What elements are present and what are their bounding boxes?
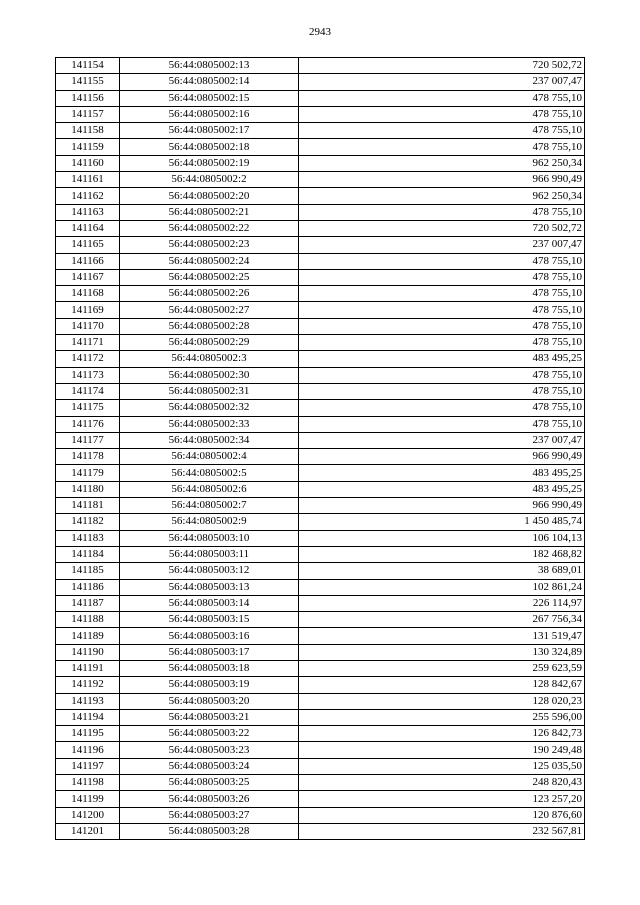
cadastral-value-cell: 237 007,47: [299, 74, 585, 90]
table-row: [56, 677, 585, 693]
table-body: [56, 58, 585, 840]
table-row: [56, 74, 585, 90]
table-row: [56, 172, 585, 188]
row-number-cell: 141159: [56, 139, 120, 155]
cadastral-number-cell: 56:44:0805002:27: [120, 302, 299, 318]
cadastral-value-cell: 483 495,25: [299, 351, 585, 367]
cadastral-value-cell: 962 250,34: [299, 188, 585, 204]
table-row: [56, 335, 585, 351]
row-number-cell: 141179: [56, 465, 120, 481]
row-number-cell: 141190: [56, 644, 120, 660]
cadastral-number-cell: 56:44:0805002:23: [120, 237, 299, 253]
cadastral-value-cell: 182 468,82: [299, 546, 585, 562]
cadastral-number-cell: 56:44:0805002:14: [120, 74, 299, 90]
cadastral-number-cell: 56:44:0805003:19: [120, 677, 299, 693]
row-number-cell: 141168: [56, 286, 120, 302]
cadastral-number-cell: 56:44:0805002:32: [120, 400, 299, 416]
cadastral-value-cell: 478 755,10: [299, 400, 585, 416]
table-row: [56, 155, 585, 171]
cadastral-number-cell: 56:44:0805002:31: [120, 383, 299, 399]
table-row: [56, 318, 585, 334]
cadastral-value-cell: 131 519,47: [299, 628, 585, 644]
cadastral-value-cell: 478 755,10: [299, 383, 585, 399]
cadastral-number-cell: 56:44:0805003:10: [120, 530, 299, 546]
cadastral-number-cell: 56:44:0805002:3: [120, 351, 299, 367]
row-number-cell: 141187: [56, 595, 120, 611]
cadastral-value-cell: 720 502,72: [299, 58, 585, 74]
table-row: [56, 758, 585, 774]
row-number-cell: 141186: [56, 579, 120, 595]
cadastral-number-cell: 56:44:0805002:4: [120, 449, 299, 465]
table-row: [56, 791, 585, 807]
table-row: [56, 237, 585, 253]
table-row: [56, 400, 585, 416]
row-number-cell: 141177: [56, 432, 120, 448]
cadastral-number-cell: 56:44:0805002:17: [120, 123, 299, 139]
cadastral-value-cell: 259 623,59: [299, 660, 585, 676]
cadastral-number-cell: 56:44:0805002:30: [120, 367, 299, 383]
row-number-cell: 141154: [56, 58, 120, 74]
cadastral-number-cell: 56:44:0805002:9: [120, 514, 299, 530]
cadastral-number-cell: 56:44:0805002:34: [120, 432, 299, 448]
cadastral-number-cell: 56:44:0805002:22: [120, 220, 299, 236]
row-number-cell: 141185: [56, 563, 120, 579]
table-row: [56, 302, 585, 318]
table-row: [56, 823, 585, 839]
cadastral-value-cell: 255 596,00: [299, 709, 585, 725]
row-number-cell: 141196: [56, 742, 120, 758]
row-number-cell: 141157: [56, 106, 120, 122]
cadastral-value-cell: 237 007,47: [299, 432, 585, 448]
cadastral-value-cell: 237 007,47: [299, 237, 585, 253]
table-row: [56, 416, 585, 432]
row-number-cell: 141164: [56, 220, 120, 236]
table-row: [56, 775, 585, 791]
cadastral-value-cell: 126 842,73: [299, 726, 585, 742]
cadastral-value-cell: 478 755,10: [299, 204, 585, 220]
row-number-cell: 141191: [56, 660, 120, 676]
cadastral-number-cell: 56:44:0805002:24: [120, 253, 299, 269]
row-number-cell: 141176: [56, 416, 120, 432]
row-number-cell: 141163: [56, 204, 120, 220]
cadastral-number-cell: 56:44:0805003:18: [120, 660, 299, 676]
row-number-cell: 141171: [56, 335, 120, 351]
cadastral-value-cell: 478 755,10: [299, 123, 585, 139]
row-number-cell: 141172: [56, 351, 120, 367]
table-row: [56, 481, 585, 497]
cadastral-value-cell: 478 755,10: [299, 416, 585, 432]
cadastral-value-cell: 478 755,10: [299, 139, 585, 155]
cadastral-number-cell: 56:44:0805003:11: [120, 546, 299, 562]
row-number-cell: 141189: [56, 628, 120, 644]
table-row: [56, 220, 585, 236]
page-number: 2943: [309, 26, 331, 38]
table-row: [56, 546, 585, 562]
cadastral-value-cell: 478 755,10: [299, 90, 585, 106]
cadastral-value-cell: 478 755,10: [299, 335, 585, 351]
table-row: [56, 514, 585, 530]
cadastral-number-cell: 56:44:0805002:6: [120, 481, 299, 497]
cadastral-value-cell: 128 020,23: [299, 693, 585, 709]
cadastral-value-cell: 123 257,20: [299, 791, 585, 807]
cadastral-number-cell: 56:44:0805003:22: [120, 726, 299, 742]
row-number-cell: 141160: [56, 155, 120, 171]
row-number-cell: 141174: [56, 383, 120, 399]
cadastral-number-cell: 56:44:0805003:28: [120, 823, 299, 839]
cadastral-number-cell: 56:44:0805002:5: [120, 465, 299, 481]
table-row: [56, 139, 585, 155]
cadastral-value-cell: 267 756,34: [299, 612, 585, 628]
row-number-cell: 141161: [56, 172, 120, 188]
cadastral-number-cell: 56:44:0805002:33: [120, 416, 299, 432]
cadastral-value-cell: 478 755,10: [299, 302, 585, 318]
cadastral-number-cell: 56:44:0805002:2: [120, 172, 299, 188]
row-number-cell: 141156: [56, 90, 120, 106]
cadastral-number-cell: 56:44:0805002:20: [120, 188, 299, 204]
row-number-cell: 141166: [56, 253, 120, 269]
row-number-cell: 141184: [56, 546, 120, 562]
row-number-cell: 141181: [56, 498, 120, 514]
cadastral-value-cell: 966 990,49: [299, 449, 585, 465]
table-row: [56, 660, 585, 676]
cadastral-value-cell: 478 755,10: [299, 269, 585, 285]
cadastral-number-cell: 56:44:0805003:15: [120, 612, 299, 628]
row-number-cell: 141195: [56, 726, 120, 742]
cadastral-number-cell: 56:44:0805002:28: [120, 318, 299, 334]
row-number-cell: 141194: [56, 709, 120, 725]
table-row: [56, 709, 585, 725]
cadastral-value-cell: 128 842,67: [299, 677, 585, 693]
cadastral-number-cell: 56:44:0805003:20: [120, 693, 299, 709]
row-number-cell: 141182: [56, 514, 120, 530]
cadastral-value-cell: 102 861,24: [299, 579, 585, 595]
table-row: [56, 58, 585, 74]
row-number-cell: 141175: [56, 400, 120, 416]
row-number-cell: 141178: [56, 449, 120, 465]
cadastral-value-cell: 720 502,72: [299, 220, 585, 236]
cadastral-number-cell: 56:44:0805002:21: [120, 204, 299, 220]
cadastral-value-cell: 962 250,34: [299, 155, 585, 171]
table-row: [56, 807, 585, 823]
table-row: [56, 612, 585, 628]
cadastral-number-cell: 56:44:0805003:17: [120, 644, 299, 660]
cadastral-number-cell: 56:44:0805003:21: [120, 709, 299, 725]
table-row: [56, 253, 585, 269]
table-row: [56, 644, 585, 660]
cadastral-number-cell: 56:44:0805003:13: [120, 579, 299, 595]
cadastral-number-cell: 56:44:0805002:25: [120, 269, 299, 285]
cadastral-value-cell: 125 035,50: [299, 758, 585, 774]
cadastral-value-cell: 478 755,10: [299, 106, 585, 122]
cadastral-value-cell: 966 990,49: [299, 172, 585, 188]
table-row: [56, 123, 585, 139]
table-row: [56, 726, 585, 742]
table-row: [56, 106, 585, 122]
cadastral-number-cell: 56:44:0805002:13: [120, 58, 299, 74]
cadastral-number-cell: 56:44:0805002:26: [120, 286, 299, 302]
cadastral-value-cell: 478 755,10: [299, 286, 585, 302]
table-row: [56, 579, 585, 595]
row-number-cell: 141173: [56, 367, 120, 383]
table-row: [56, 204, 585, 220]
cadastral-value-cell: 38 689,01: [299, 563, 585, 579]
row-number-cell: 141197: [56, 758, 120, 774]
table-row: [56, 449, 585, 465]
cadastral-number-cell: 56:44:0805003:24: [120, 758, 299, 774]
row-number-cell: 141188: [56, 612, 120, 628]
row-number-cell: 141200: [56, 807, 120, 823]
row-number-cell: 141170: [56, 318, 120, 334]
cadastral-number-cell: 56:44:0805002:7: [120, 498, 299, 514]
table-row: [56, 432, 585, 448]
row-number-cell: 141198: [56, 775, 120, 791]
table-row: [56, 383, 585, 399]
row-number-cell: 141155: [56, 74, 120, 90]
cadastral-value-cell: 130 324,89: [299, 644, 585, 660]
cadastral-number-cell: 56:44:0805003:25: [120, 775, 299, 791]
table-row: [56, 188, 585, 204]
cadastral-number-cell: 56:44:0805002:19: [120, 155, 299, 171]
row-number-cell: 141158: [56, 123, 120, 139]
cadastral-number-cell: 56:44:0805002:29: [120, 335, 299, 351]
cadastral-value-cell: 478 755,10: [299, 318, 585, 334]
row-number-cell: 141167: [56, 269, 120, 285]
cadastral-value-cell: 190 249,48: [299, 742, 585, 758]
row-number-cell: 141192: [56, 677, 120, 693]
row-number-cell: 141165: [56, 237, 120, 253]
cadastral-number-cell: 56:44:0805003:12: [120, 563, 299, 579]
table-row: [56, 595, 585, 611]
cadastral-value-cell: 232 567,81: [299, 823, 585, 839]
cadastral-number-cell: 56:44:0805002:15: [120, 90, 299, 106]
cadastral-number-cell: 56:44:0805002:18: [120, 139, 299, 155]
table-row: [56, 465, 585, 481]
cadastral-value-cell: 120 876,60: [299, 807, 585, 823]
cadastral-value-cell: 106 104,13: [299, 530, 585, 546]
table-row: [56, 693, 585, 709]
row-number-cell: 141193: [56, 693, 120, 709]
table-row: [56, 351, 585, 367]
table-row: [56, 498, 585, 514]
cadastral-number-cell: 56:44:0805003:14: [120, 595, 299, 611]
row-number-cell: 141180: [56, 481, 120, 497]
table-row: [56, 563, 585, 579]
cadastral-value-cell: 478 755,10: [299, 253, 585, 269]
cadastral-number-cell: 56:44:0805003:27: [120, 807, 299, 823]
table-row: [56, 269, 585, 285]
cadastral-value-cell: 966 990,49: [299, 498, 585, 514]
row-number-cell: 141169: [56, 302, 120, 318]
cadastral-value-cell: 226 114,97: [299, 595, 585, 611]
row-number-cell: 141199: [56, 791, 120, 807]
cadastral-value-cell: 478 755,10: [299, 367, 585, 383]
table-row: [56, 628, 585, 644]
cadastral-number-cell: 56:44:0805003:23: [120, 742, 299, 758]
cadastral-number-cell: 56:44:0805002:16: [120, 106, 299, 122]
table-row: [56, 742, 585, 758]
cadastral-value-table: [55, 57, 585, 840]
cadastral-value-cell: 1 450 485,74: [299, 514, 585, 530]
row-number-cell: 141201: [56, 823, 120, 839]
row-number-cell: 141162: [56, 188, 120, 204]
table-row: [56, 286, 585, 302]
cadastral-number-cell: 56:44:0805003:26: [120, 791, 299, 807]
row-number-cell: 141183: [56, 530, 120, 546]
table-row: [56, 367, 585, 383]
table-row: [56, 90, 585, 106]
cadastral-number-cell: 56:44:0805003:16: [120, 628, 299, 644]
cadastral-value-cell: 248 820,43: [299, 775, 585, 791]
cadastral-value-cell: 483 495,25: [299, 481, 585, 497]
cadastral-value-cell: 483 495,25: [299, 465, 585, 481]
table-row: [56, 530, 585, 546]
